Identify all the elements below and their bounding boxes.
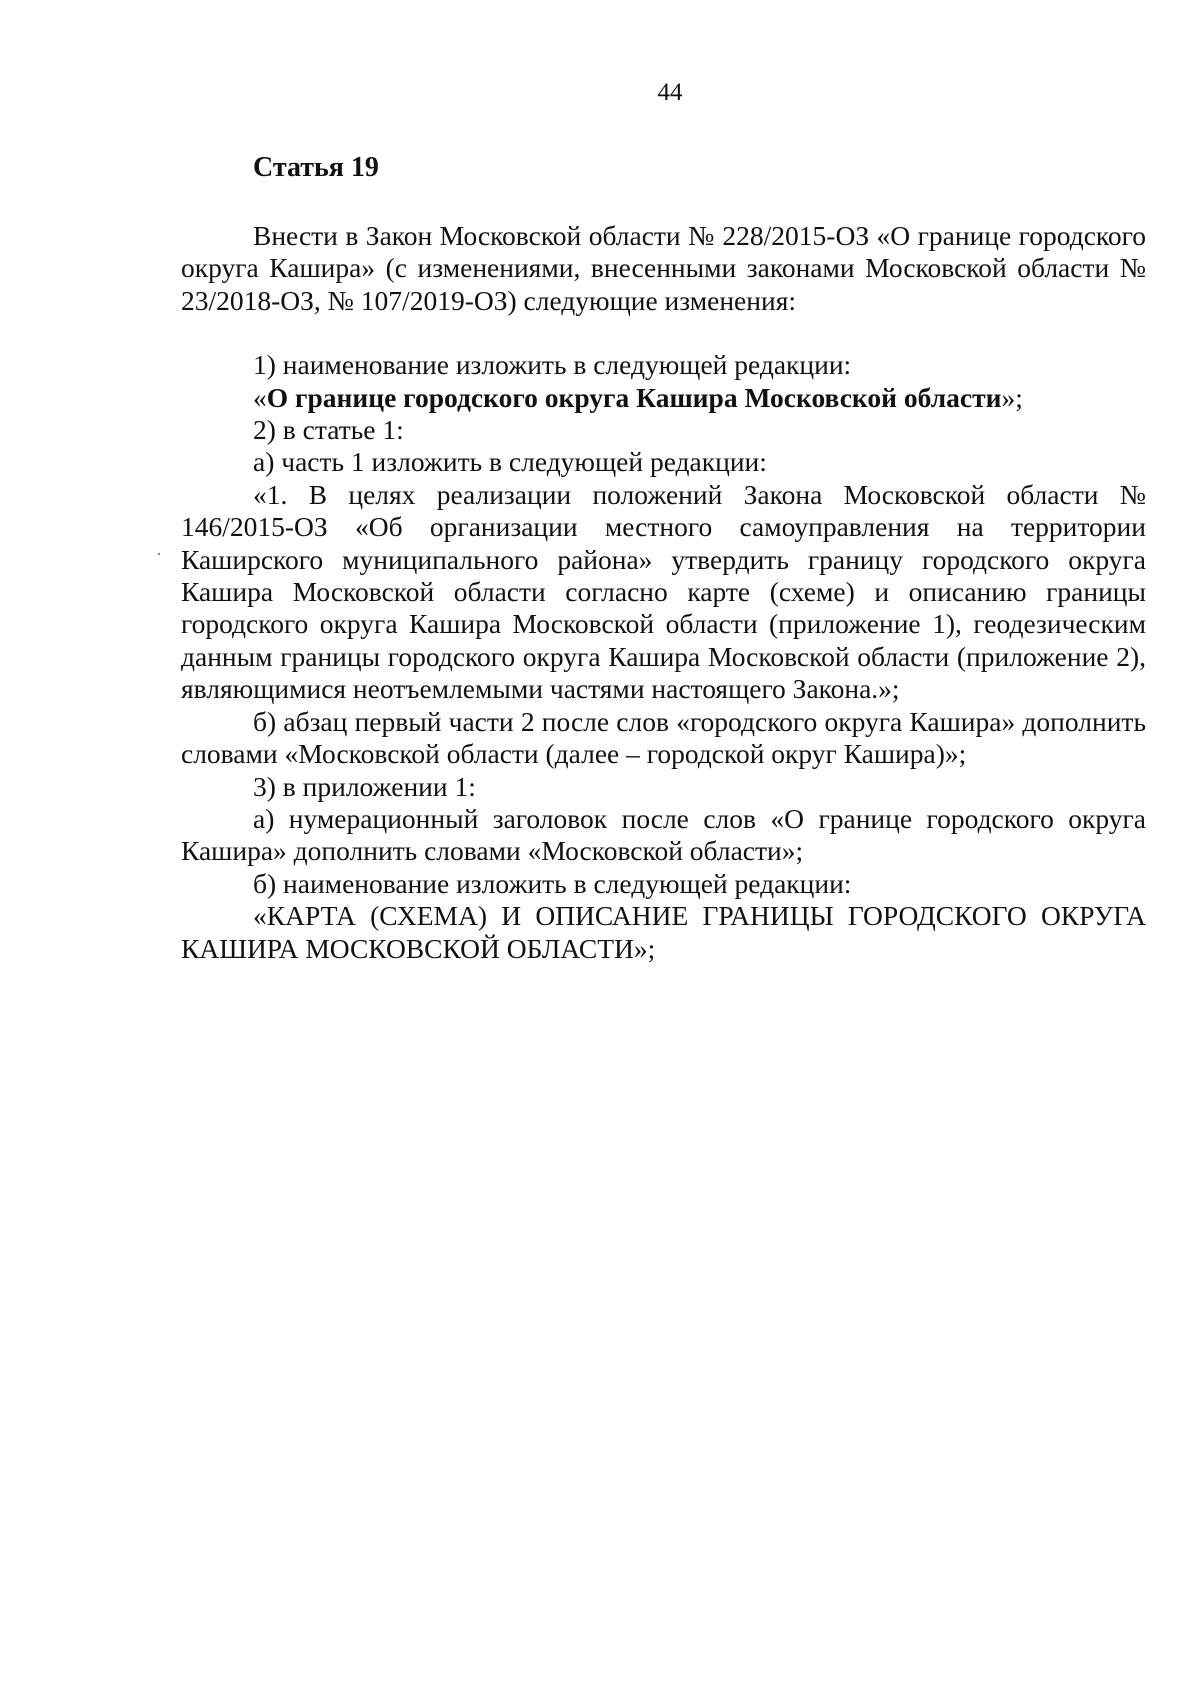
item-2a: а) часть 1 изложить в следующей редакции: bbox=[253, 446, 767, 478]
item-1-new-title bbox=[181, 382, 1146, 414]
item-3a: а) нумерационный заголовок после слов «О границе городского округа Кашира» дополнить словами «Московской области»; bbox=[181, 802, 1146, 867]
item-3b-text: «КАРТА (СХЕМА) И ОПИСАНИЕ ГРАНИЦЫ ГОРОДСКОГО ОКРУГА КАШИРА МОСКОВСКОЙ ОБЛАСТИ»; bbox=[181, 900, 1146, 964]
item-1-new-title-bold: О границе городского округа Кашира Московской области bbox=[266, 381, 1002, 413]
quote-close: »; bbox=[1001, 381, 1023, 413]
document-body bbox=[181, 152, 1146, 965]
item-2: 2) в статье 1: bbox=[253, 414, 404, 446]
article-title: Статья 19 bbox=[253, 152, 379, 183]
intro-paragraph: Внести в Закон Московской области № 228/2015-ОЗ «О границе городского округа Кашира» (с изменениями, внесенными законами Московской области № 23/2018-ОЗ, № 107/2019-ОЗ) следующие изменения: bbox=[181, 220, 1146, 316]
scan-dot bbox=[158, 553, 160, 555]
page-number: 44 bbox=[657, 79, 683, 106]
item-3b: б) наименование изложить в следующей редакции: bbox=[253, 867, 852, 899]
item-2b: б) абзац первый части 2 после слов «городского округа Кашира» дополнить словами «Московской области (далее – городской округ Кашира)»; bbox=[181, 705, 1146, 770]
item-2a-text: «1. В целях реализации положений Закона Московской области № 146/2015-ОЗ «Об организации местного самоуправления на территории Каширского муниципального района» утвердить границу городского округа Кашира Московской области согласно карте (схеме) и описанию границы городского округа Кашира Московской области (приложение 1), геодезическим данным границы городского округа Кашира Московской области (приложение 2), являющимися неотъемлемыми частями настоящего Закона.»; bbox=[181, 478, 1146, 705]
item-3: 3) в приложении 1: bbox=[253, 770, 476, 802]
item-1: 1) наименование изложить в следующей редакции: bbox=[253, 349, 852, 381]
quote-open: « bbox=[253, 381, 267, 413]
